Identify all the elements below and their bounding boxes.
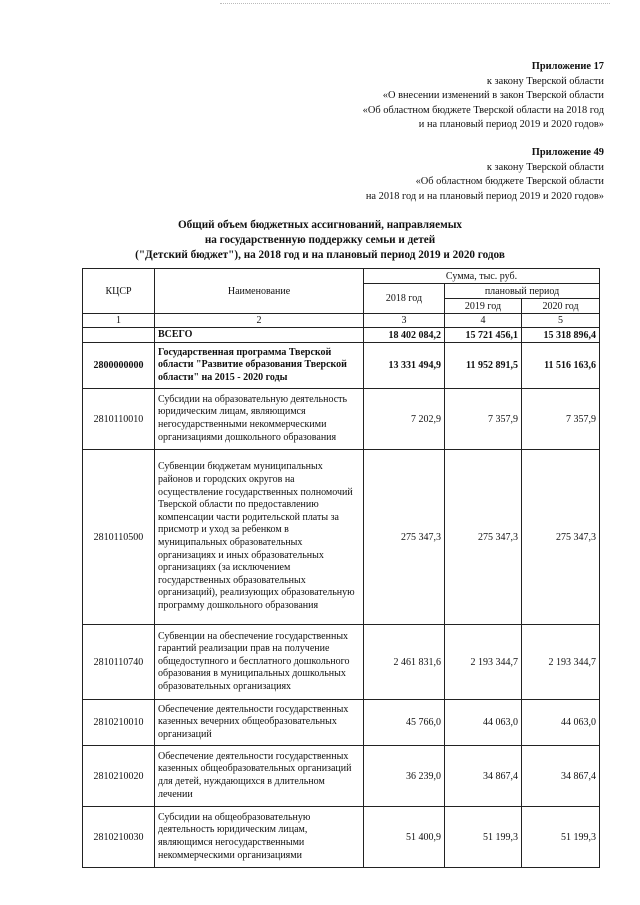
table-row xyxy=(83,807,600,868)
row-name: Субсидии на общеобразовательную деятельность юридическим лицам, являющимся негосударственными некоммерческими организациями xyxy=(155,807,364,868)
appendix-17-block xyxy=(363,60,604,133)
row-value-2018: 275 347,3 xyxy=(364,450,445,625)
header-2020: 2020 год xyxy=(522,299,600,314)
header-sum: Сумма, тыс. руб. xyxy=(364,269,600,284)
row-value-2020: 44 063,0 xyxy=(522,700,600,746)
appendix-17-line: к закону Тверской области xyxy=(486,75,604,87)
row-value-2019: 34 867,4 xyxy=(445,746,522,807)
document-title-line: Общий объем бюджетных ассигнований, направляемых xyxy=(177,219,463,231)
appendix-17-line: и на плановый период 2019 и 2020 годов» xyxy=(418,119,604,131)
row-code: 2810210030 xyxy=(83,807,155,868)
header-2018: 2018 год xyxy=(364,284,445,314)
budget-table xyxy=(82,268,600,868)
header-plan-period: плановый период xyxy=(445,284,600,299)
table-row xyxy=(83,343,600,389)
row-name: Государственная программа Тверской области "Развитие образования Тверской области" на 2015 - 2020 годы xyxy=(155,343,364,389)
row-name: Субвенции на обеспечение государственных гарантий реализации прав на получение общедоступного и бесплатного дошкольного образования в муниципальных дошкольных образовательных организациях xyxy=(155,625,364,700)
row-value-2018: 45 766,0 xyxy=(364,700,445,746)
appendix-49-line: на 2018 год и на плановый период 2019 и 2020 годов» xyxy=(365,190,604,202)
row-name: Обеспечение деятельности государственных казенных общеобразовательных организаций для детей, нуждающихся в длительном лечении xyxy=(155,746,364,807)
row-value-2019: 275 347,3 xyxy=(445,450,522,625)
row-value-2019: 44 063,0 xyxy=(445,700,522,746)
appendix-17-line: «Об областном бюджете Тверской области на 2018 год xyxy=(362,104,604,116)
table-row xyxy=(83,450,600,625)
row-value-2019: 15 721 456,1 xyxy=(445,328,522,343)
appendix-49-line: «Об областном бюджете Тверской области xyxy=(415,176,604,188)
column-number: 4 xyxy=(445,314,522,328)
row-value-2018: 7 202,9 xyxy=(364,389,445,450)
row-code: 2810210010 xyxy=(83,700,155,746)
row-name: ВСЕГО xyxy=(155,328,364,343)
row-value-2019: 2 193 344,7 xyxy=(445,625,522,700)
row-code xyxy=(83,328,155,343)
row-value-2019: 7 357,9 xyxy=(445,389,522,450)
column-number: 5 xyxy=(522,314,600,328)
row-code: 2800000000 xyxy=(83,343,155,389)
column-numbers-row xyxy=(83,314,600,328)
table-row xyxy=(83,700,600,746)
column-number: 2 xyxy=(155,314,364,328)
row-name: Обеспечение деятельности государственных казенных вечерних общеобразовательных организаций xyxy=(155,700,364,746)
appendix-17-line: «О внесении изменений в закон Тверской области xyxy=(382,90,604,102)
row-value-2018: 36 239,0 xyxy=(364,746,445,807)
table-row xyxy=(83,625,600,700)
row-value-2020: 275 347,3 xyxy=(522,450,600,625)
document-title-line: на государственную поддержку семьи и детей xyxy=(204,234,436,246)
header-kcsr: КЦСР xyxy=(83,269,155,314)
row-value-2020: 7 357,9 xyxy=(522,389,600,450)
scan-artifact-line xyxy=(220,3,610,5)
row-code: 2810110500 xyxy=(83,450,155,625)
row-name: Субсидии на образовательную деятельность юридическим лицам, являющимся негосударственными некоммерческими организациями дошкольного образования xyxy=(155,389,364,450)
header-2019: 2019 год xyxy=(445,299,522,314)
row-value-2020: 2 193 344,7 xyxy=(522,625,600,700)
row-value-2019: 51 199,3 xyxy=(445,807,522,868)
document-title xyxy=(0,218,640,263)
appendix-17-title: Приложение 17 xyxy=(531,61,604,72)
row-code: 2810110010 xyxy=(83,389,155,450)
table-row xyxy=(83,746,600,807)
row-code: 2810110740 xyxy=(83,625,155,700)
document-title-line: ("Детский бюджет"), на 2018 год и на плановый период 2019 и 2020 годов xyxy=(135,249,505,261)
row-name: Субвенции бюджетам муниципальных районов и городских округов на осуществление государственных полномочий Тверской области по предоставлению компенсации части родительской платы за присмотр и уход за ребенком в муниципальных образовательных организациях и иных образовательных организациях (за исключением государственных образовательных организаций), реализующих образовательную программу дошкольного образования xyxy=(155,450,364,625)
row-value-2018: 2 461 831,6 xyxy=(364,625,445,700)
row-code: 2810210020 xyxy=(83,746,155,807)
appendix-49-block xyxy=(366,146,604,204)
row-value-2019: 11 952 891,5 xyxy=(445,343,522,389)
header-name: Наименование xyxy=(155,269,364,314)
table-row-total xyxy=(83,328,600,343)
row-value-2020: 51 199,3 xyxy=(522,807,600,868)
row-value-2018: 51 400,9 xyxy=(364,807,445,868)
row-value-2018: 18 402 084,2 xyxy=(364,328,445,343)
appendix-49-line: к закону Тверской области xyxy=(486,161,604,173)
column-number: 3 xyxy=(364,314,445,328)
column-number: 1 xyxy=(83,314,155,328)
row-value-2020: 15 318 896,4 xyxy=(522,328,600,343)
row-value-2020: 34 867,4 xyxy=(522,746,600,807)
table-row xyxy=(83,389,600,450)
row-value-2020: 11 516 163,6 xyxy=(522,343,600,389)
appendix-49-title: Приложение 49 xyxy=(531,147,604,158)
row-value-2018: 13 331 494,9 xyxy=(364,343,445,389)
